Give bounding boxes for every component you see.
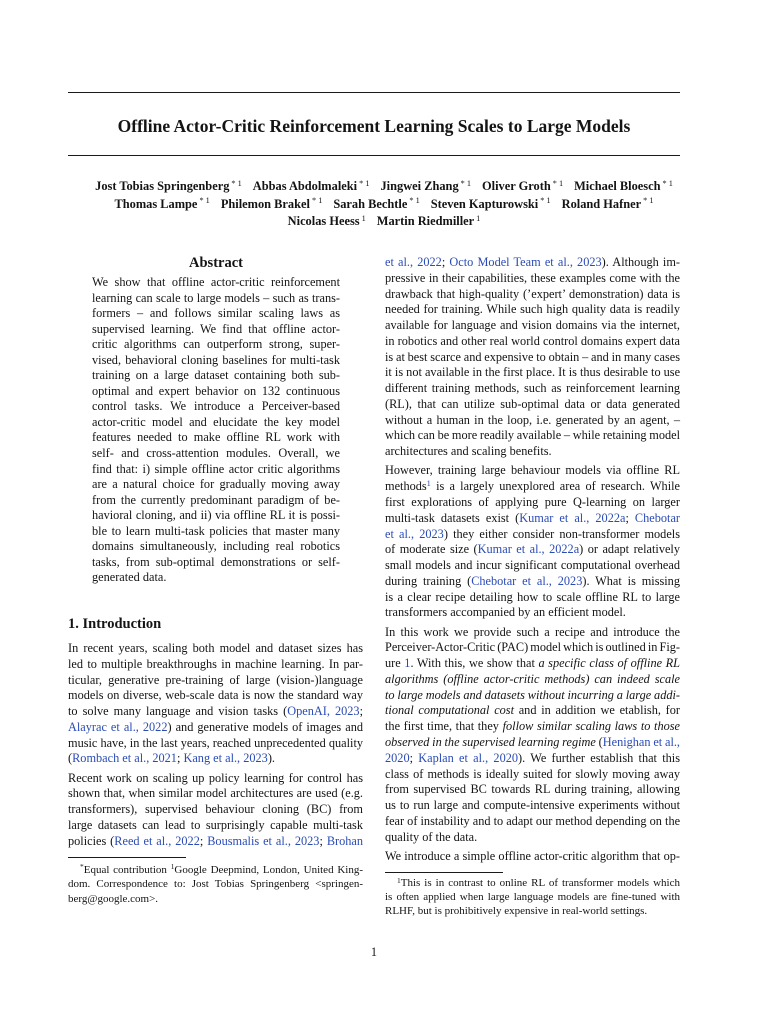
body-paragraph	[385, 463, 680, 621]
text-run: ).	[267, 751, 275, 766]
text-run: led to multiple breakthroughs in machine learning. In par-	[68, 656, 363, 671]
text-run: shown that, when similar model architectures are used (e.g.	[68, 786, 363, 801]
text-run: large datasets can lead to surprisingly capable multi-task	[68, 817, 363, 832]
text-run: is often applied when large language models are fine-tuned with	[385, 891, 680, 903]
text-run: In recent years, scaling both model and dataset sizes has	[68, 641, 363, 655]
text-line	[385, 558, 680, 574]
paper-title: Offline Actor-Critic Reinforcement Learning Scales to Large Models	[117, 116, 631, 136]
text-line	[385, 463, 680, 479]
text-run: is a largely unexplored area of research. While	[430, 479, 680, 494]
text-line	[385, 397, 680, 413]
text-run: ;	[625, 510, 635, 525]
text-run: However, training large behaviour models via offline RL	[385, 463, 680, 478]
text-run: Perceiver-Actor-Critic (PAC) model which is outlined in Fig-	[385, 640, 680, 655]
affiliation-marker: * 1	[359, 178, 370, 188]
text-run: control tasks. We introduce a Perceiver-based	[92, 399, 340, 414]
author-name: Thomas Lampe	[114, 196, 198, 211]
text-run: quality of the data.	[385, 829, 478, 844]
text-line	[385, 876, 680, 890]
text-line	[68, 688, 363, 704]
footnote-affiliations	[68, 863, 363, 907]
author	[562, 197, 654, 211]
text-line	[92, 430, 340, 446]
body-paragraph	[385, 255, 680, 460]
author	[95, 179, 242, 193]
text-run: (RL), that can utilize sub-optimal data or data generated	[385, 396, 680, 411]
text-run: ). What is missing	[582, 573, 680, 588]
text-line	[385, 428, 680, 444]
text-run: vised, behavioral cloning baselines for multi-task	[92, 352, 340, 367]
text-line	[385, 350, 680, 366]
text-run: ;	[199, 833, 208, 848]
text-line	[385, 444, 680, 460]
footnote-marker: 1	[170, 862, 175, 872]
text-line	[385, 334, 680, 350]
text-line	[92, 275, 340, 291]
text-run: ). Although im-	[601, 255, 681, 269]
citation-link[interactable]: Brohan	[326, 833, 364, 848]
text-line	[385, 590, 680, 606]
footnote-rule	[68, 857, 186, 858]
affiliation-marker: * 1	[460, 178, 472, 188]
text-line	[385, 495, 680, 511]
text-run: multi-task datasets exist (	[385, 510, 520, 525]
text-line	[385, 735, 680, 751]
text-run: class of methods is ideally suited for slowly moving away	[385, 766, 680, 781]
text-line	[68, 771, 363, 787]
text-run: ) and generative models of images and	[167, 719, 363, 734]
text-line	[385, 271, 680, 287]
text-run: without a human in the loop, i.e. generated by an agent, –	[385, 412, 680, 427]
author-row	[40, 196, 728, 214]
text-run: is a clear recipe detailing how to scale offline RL to large	[385, 589, 680, 604]
text-line	[92, 570, 340, 586]
text-run: We introduce a simple offline actor-critic algorithm that op-	[385, 848, 680, 863]
text-run: dom. Correspondence to: Jost Tobias Springenberg <springen-	[68, 878, 363, 890]
text-run: features needed to make offline RL work with	[92, 430, 340, 445]
text-run: supervised learning. We find that offline actor-	[92, 321, 340, 336]
text-line	[92, 368, 340, 384]
footnote-text	[385, 876, 680, 918]
text-run: transformers), supervised behaviour cloning (BC) from	[68, 802, 363, 817]
text-line	[68, 786, 363, 802]
text-line	[385, 381, 680, 397]
text-line	[68, 673, 363, 689]
affiliation-marker: * 1	[409, 196, 420, 205]
text-line	[92, 477, 340, 493]
text-run: ;	[319, 833, 327, 848]
body-paragraph	[68, 771, 363, 850]
emphasis-text: observed in the supervised learning regime	[385, 734, 596, 749]
author	[253, 179, 370, 193]
text-line	[92, 291, 340, 307]
text-line	[385, 904, 680, 918]
text-line	[385, 255, 680, 271]
text-line	[92, 415, 340, 431]
text-line	[385, 751, 680, 767]
text-run: actor-critic model and elucidate the key model	[92, 414, 340, 429]
text-line	[68, 892, 363, 907]
author	[114, 197, 209, 211]
text-run: generated data.	[92, 570, 167, 585]
author-name: Roland Hafner	[561, 196, 642, 211]
text-run: and in addition we etablish, for	[514, 703, 680, 718]
emphasis-text: algorithms (offline actor-critic methods) can indeed scale	[385, 671, 680, 686]
emphasis-text: tional computational cost	[385, 703, 514, 718]
body-paragraph	[68, 641, 363, 767]
footnote-marker: 1	[397, 875, 401, 885]
text-run: drawback that high-quality (’expert’ demonstration) data is	[385, 286, 680, 301]
text-line	[385, 890, 680, 904]
citation-link[interactable]: Chebotar et al., 2023	[471, 573, 583, 588]
text-run: In this work we provide such a recipe and introduce the	[385, 624, 680, 639]
text-line	[92, 306, 340, 322]
text-line	[385, 574, 680, 590]
footnote-rule	[385, 872, 503, 873]
citation-link[interactable]: Alayrac et al., 2022	[68, 719, 168, 734]
text-run: during training (	[385, 573, 472, 588]
text-run: Equal contribution	[83, 863, 171, 876]
text-line	[385, 849, 680, 865]
author-name: Sarah Bechtle	[333, 196, 408, 211]
text-line	[385, 318, 680, 334]
text-line	[68, 751, 363, 767]
author-name: Jingwei Zhang	[380, 179, 459, 193]
header-rule-top	[68, 92, 680, 93]
text-line	[92, 462, 340, 478]
text-line	[92, 493, 340, 509]
text-run: Recent work on scaling up policy learning for control has	[68, 770, 363, 785]
text-line	[68, 720, 363, 736]
text-run: from supervised BC towards RL during training, allowing	[385, 782, 680, 797]
text-line	[92, 353, 340, 369]
text-run: are a natural choice for gradually moving away	[92, 477, 340, 492]
text-line	[385, 672, 680, 688]
author-name: Nicolas Heess	[287, 214, 360, 228]
text-run: us to run large and compute-intensive experiments without	[385, 798, 680, 813]
citation-link[interactable]: Bousmalis et al., 2023	[207, 833, 320, 848]
text-line	[385, 542, 680, 558]
affiliation-marker: * 1	[311, 196, 323, 205]
text-line	[385, 625, 680, 641]
text-line	[385, 479, 680, 495]
text-run: find that: i) simple offline actor critic algorithms	[92, 461, 340, 476]
text-line	[92, 555, 340, 571]
text-run: different training methods, such as reinforcement learning	[385, 381, 680, 396]
citation-link[interactable]: 1	[404, 656, 411, 671]
author-row	[40, 213, 728, 231]
text-run: needed for training. While such high quality data is readily	[385, 302, 680, 317]
text-run: This is in contrast to online RL of transformer models which	[400, 877, 680, 889]
text-run: in robotics and other real world control domains expert data	[385, 333, 680, 348]
citation-link[interactable]: Octo Model Team et al., 2023	[449, 255, 602, 269]
text-run: ) or adapt relatively	[579, 542, 680, 557]
text-line	[92, 508, 340, 524]
abstract-heading: Abstract	[189, 255, 243, 271]
text-run: to solve many language and vision tasks (	[68, 704, 288, 719]
text-run: models on diverse, web-scale data is now the standard way	[68, 688, 363, 703]
text-line	[385, 782, 680, 798]
author	[431, 197, 551, 211]
citation-link[interactable]: 2020	[385, 750, 410, 765]
citation-link[interactable]: Reed et al., 2022	[114, 833, 200, 848]
text-line	[92, 446, 340, 462]
text-line	[385, 656, 680, 672]
text-run: from the currently predominant paradigm of be-	[92, 492, 340, 507]
text-run: (	[68, 751, 73, 766]
text-run: ;	[441, 255, 450, 269]
author	[377, 214, 481, 228]
text-run: fear of instability and to adapt our method depending on the	[385, 813, 681, 828]
affiliation-marker: 1	[476, 213, 481, 223]
text-line	[68, 736, 363, 752]
text-run: optimal and expert behavior on 132 continuous	[92, 383, 340, 398]
emphasis-text: follow similar scaling laws to those	[502, 719, 680, 734]
text-run: music have, in the last years, reached unprecedented quality	[68, 735, 364, 750]
text-line	[385, 302, 680, 318]
author	[574, 179, 673, 193]
text-line	[92, 337, 340, 353]
text-line	[385, 814, 680, 830]
footnote-marker: *	[80, 862, 84, 872]
text-line	[68, 877, 363, 892]
affiliation-marker: 1	[361, 213, 366, 223]
text-line	[385, 640, 680, 656]
text-line	[68, 657, 363, 673]
text-line	[92, 322, 340, 338]
text-run: transformers accompanied by an efficient model.	[385, 605, 626, 620]
citation-link[interactable]: Chebotar	[634, 510, 680, 525]
text-run: self- and cross-attention modules. Overall, we	[92, 446, 340, 461]
text-run: ticular, generative pre-training of large (vision-)language	[68, 672, 363, 687]
emphasis-text: to large models and datasets without incurring a large addi-	[385, 687, 680, 702]
text-line	[92, 384, 340, 400]
citation-link[interactable]: Rombach et al., 2021	[72, 751, 177, 766]
citation-link[interactable]: Kang et al., 2023	[183, 751, 268, 766]
text-run: policies (	[68, 833, 115, 848]
header-rule-bottom	[68, 155, 680, 156]
left-column-text	[68, 641, 363, 849]
text-run: pressive in their capabilities, these examples come with the	[385, 270, 680, 285]
text-line	[385, 688, 680, 704]
text-run: ;	[409, 750, 419, 765]
text-run: ). We further establish that this	[518, 750, 680, 765]
abstract-body	[92, 275, 340, 586]
author	[288, 214, 366, 228]
affiliation-marker: * 1	[199, 196, 210, 205]
text-run: methods	[385, 479, 427, 494]
author-list	[40, 178, 728, 231]
citation-link[interactable]: et al., 2022	[385, 255, 442, 269]
text-line	[68, 863, 363, 878]
text-run: critic algorithms can outperform strong, super-	[92, 337, 340, 352]
author-name: Michael Bloesch	[574, 179, 661, 193]
affiliation-marker: * 1	[540, 196, 551, 205]
author-name: Jost Tobias Springenberg	[95, 179, 230, 193]
author	[333, 197, 419, 211]
text-run: the first time, that they	[385, 719, 503, 734]
citation-link[interactable]: Kumar et al., 2022a	[477, 542, 580, 557]
body-paragraph	[385, 849, 680, 865]
emphasis-text: a specific class of offline RL	[538, 656, 680, 671]
text-line	[68, 704, 363, 720]
affiliation-marker: * 1	[552, 178, 564, 188]
text-run: . With this, we show that	[410, 656, 539, 671]
text-line	[385, 413, 680, 429]
right-column-text	[385, 255, 680, 865]
author-name: Abbas Abdolmaleki	[252, 179, 358, 193]
affiliation-marker: * 1	[662, 178, 673, 188]
text-run: berg@google.com>.	[68, 892, 159, 905]
citation-link[interactable]: et al., 2023	[385, 526, 444, 541]
affiliation-marker: * 1	[231, 178, 242, 188]
body-paragraph	[385, 625, 680, 846]
text-run: ;	[359, 704, 363, 719]
text-line	[385, 703, 680, 719]
text-run: domains simultaneously, including real robotics	[92, 539, 340, 554]
text-run: first explorations of applying pure Q-learning on larger	[385, 494, 680, 509]
page-number: 1	[370, 945, 378, 959]
text-line	[385, 605, 680, 621]
text-run: formers – and follows similar scaling laws as	[92, 306, 340, 321]
citation-link[interactable]: Henighan et al.,	[602, 734, 681, 749]
text-run: ) they either consider non-transformer models	[443, 526, 680, 541]
text-run: (	[595, 734, 603, 749]
text-run: ;	[176, 751, 184, 766]
text-run: is at best scarce and expensive to obtain – and in many cases	[385, 349, 680, 364]
text-run: which can be more readily available – while retaining model	[385, 428, 680, 443]
text-line	[385, 527, 680, 543]
text-line	[68, 802, 363, 818]
text-run: architectures and scaling benefits.	[385, 444, 552, 459]
author	[482, 179, 563, 193]
text-line	[68, 834, 363, 850]
author-name: Philemon Brakel	[220, 196, 310, 211]
section-heading-introduction: 1. Introduction	[68, 616, 162, 632]
text-run: available for language and vision domains via the internet,	[385, 318, 680, 333]
text-line	[68, 641, 363, 657]
text-line	[385, 365, 680, 381]
author	[221, 197, 323, 211]
text-run: training on a large dataset containing both sub-	[92, 368, 340, 383]
author-row	[40, 178, 728, 196]
citation-link[interactable]: OpenAI, 2023	[287, 704, 360, 719]
text-line	[385, 287, 680, 303]
text-line	[385, 767, 680, 783]
citation-link[interactable]: Kaplan et al., 2020	[418, 750, 519, 765]
text-run: tasks, from sub-optimal demonstrations or self-	[92, 554, 340, 569]
text-line	[92, 399, 340, 415]
text-line	[385, 511, 680, 527]
citation-link[interactable]: Kumar et al., 2022a	[519, 510, 626, 525]
affiliation-marker: * 1	[643, 196, 654, 205]
text-run: of moderate size (	[385, 542, 478, 557]
author	[380, 179, 471, 193]
text-run: ure	[385, 656, 405, 671]
author-name: Oliver Groth	[482, 179, 551, 193]
text-line	[385, 719, 680, 735]
text-run: RLHF, but is prohibitively expensive in real-world settings.	[385, 905, 648, 917]
text-line	[68, 818, 363, 834]
text-run: small models and incur significant computational overhead	[385, 558, 680, 573]
text-run: it is not available in the first place. It is thus desirable to use	[385, 365, 681, 380]
author-name: Martin Riedmiller	[376, 214, 475, 228]
text-line	[385, 798, 680, 814]
text-line	[92, 524, 340, 540]
text-line	[385, 830, 680, 846]
text-run: Google Deepmind, London, United King-	[174, 863, 363, 876]
text-run: havioral cloning, and ii) via offline RL it is possi-	[92, 508, 340, 523]
text-run: We show that offline actor-critic reinforcement	[92, 275, 340, 289]
text-run: learning can scale to large models – such as trans-	[92, 290, 340, 305]
text-line	[92, 539, 340, 555]
author-name: Steven Kapturowski	[430, 196, 539, 211]
footnote-link[interactable]: 1	[426, 479, 431, 489]
text-run: ble to learn multi-task policies that master many	[92, 523, 340, 538]
